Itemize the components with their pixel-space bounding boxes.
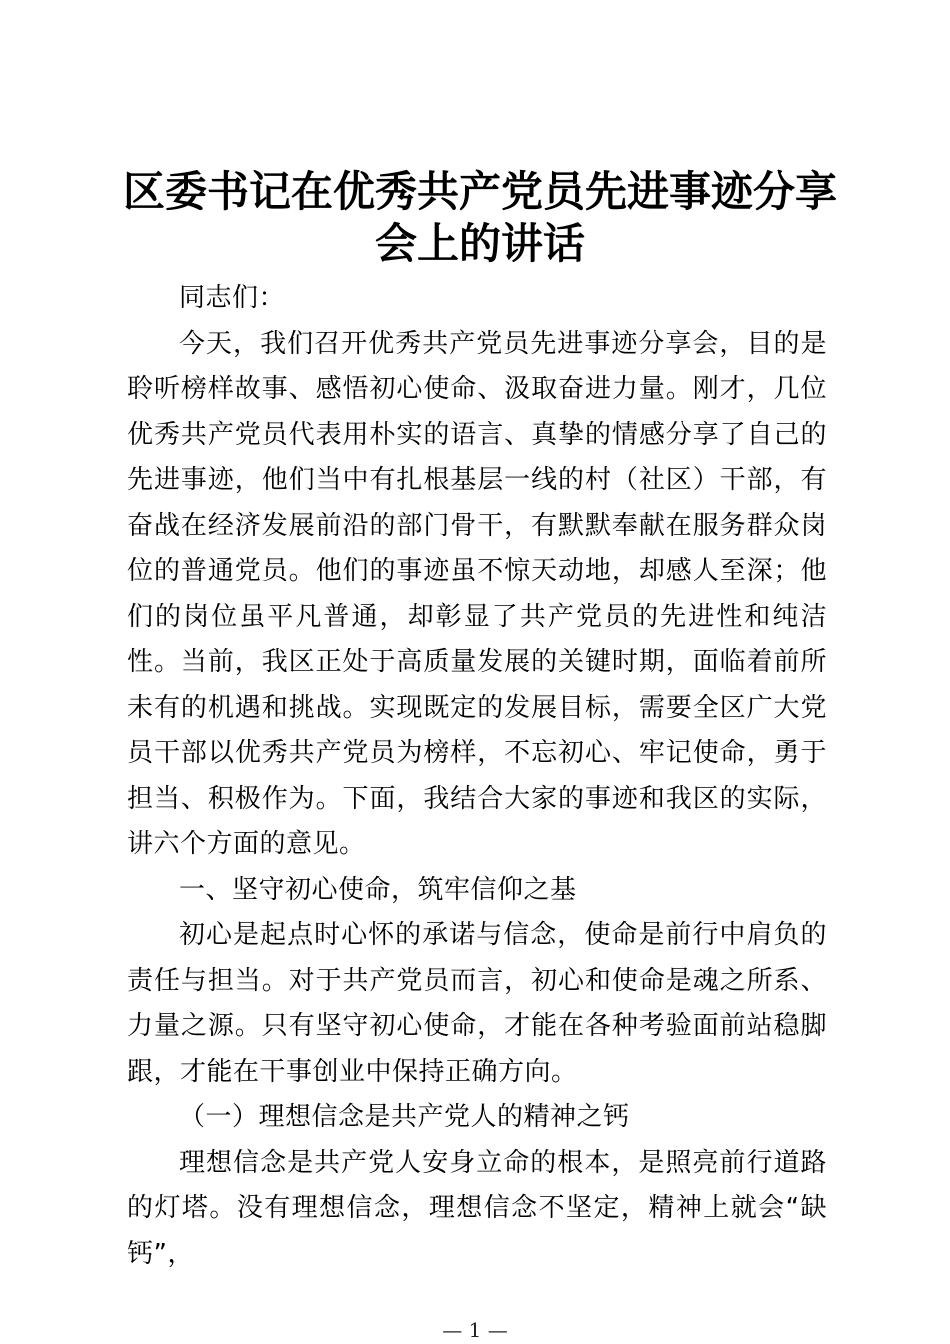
- subsection-heading-1: （一）理想信念是共产党人的精神之钙: [179, 1102, 630, 1132]
- document-body: [127, 276, 827, 1277]
- paragraph-opening: 今天，我们召开优秀共产党员先进事迹分享会，目的是聆听榜样故事、感悟初心使命、汲取奋进力量。刚才，几位优秀共产党员代表用朴实的语言、真挚的情感分享了自己的先进事迹，他们当中有扎根基层一线的村（社区）干部，有奋战在经济发展前沿的部门骨干，有默默奉献在服务群众岗位的普通党员。他们的事迹虽不惊天动地，却感人至深；他们的岗位虽平凡普通，却彰显了共产党员的先进性和纯洁性。当前，我区正处于高质量发展的关键时期，面临着前所未有的机遇和挑战。实现既定的发展目标，需要全区广大党员干部以优秀共产党员为榜样，不忘初心、牢记使命，勇于担当、积极作为。下面，我结合大家的事迹和我区的实际，讲六个方面的意见。: [127, 328, 827, 859]
- document-title: 区委书记在优秀共产党员先进事迹分享会上的讲话: [122, 167, 837, 268]
- page-number: — 1 —: [442, 1318, 508, 1342]
- section-heading-1: 一、坚守初心使命，筑牢信仰之基: [179, 874, 577, 905]
- greeting: 同志们：: [179, 283, 286, 313]
- paragraph-subsection-1: 理想信念是共产党人安身立命的根本，是照亮前行道路的灯塔。没有理想信念，理想信念不坚定，精神上就会“缺钙”，: [127, 1147, 827, 1269]
- paragraph-section-1: 初心是起点时心怀的承诺与信念，使命是前行中肩负的责任与担当。对于共产党员而言，初心和使命是魂之所系、力量之源。只有坚守初心使命，才能在各种考验面前站稳脚跟，才能在干事创业中保持正确方向。: [127, 920, 827, 1087]
